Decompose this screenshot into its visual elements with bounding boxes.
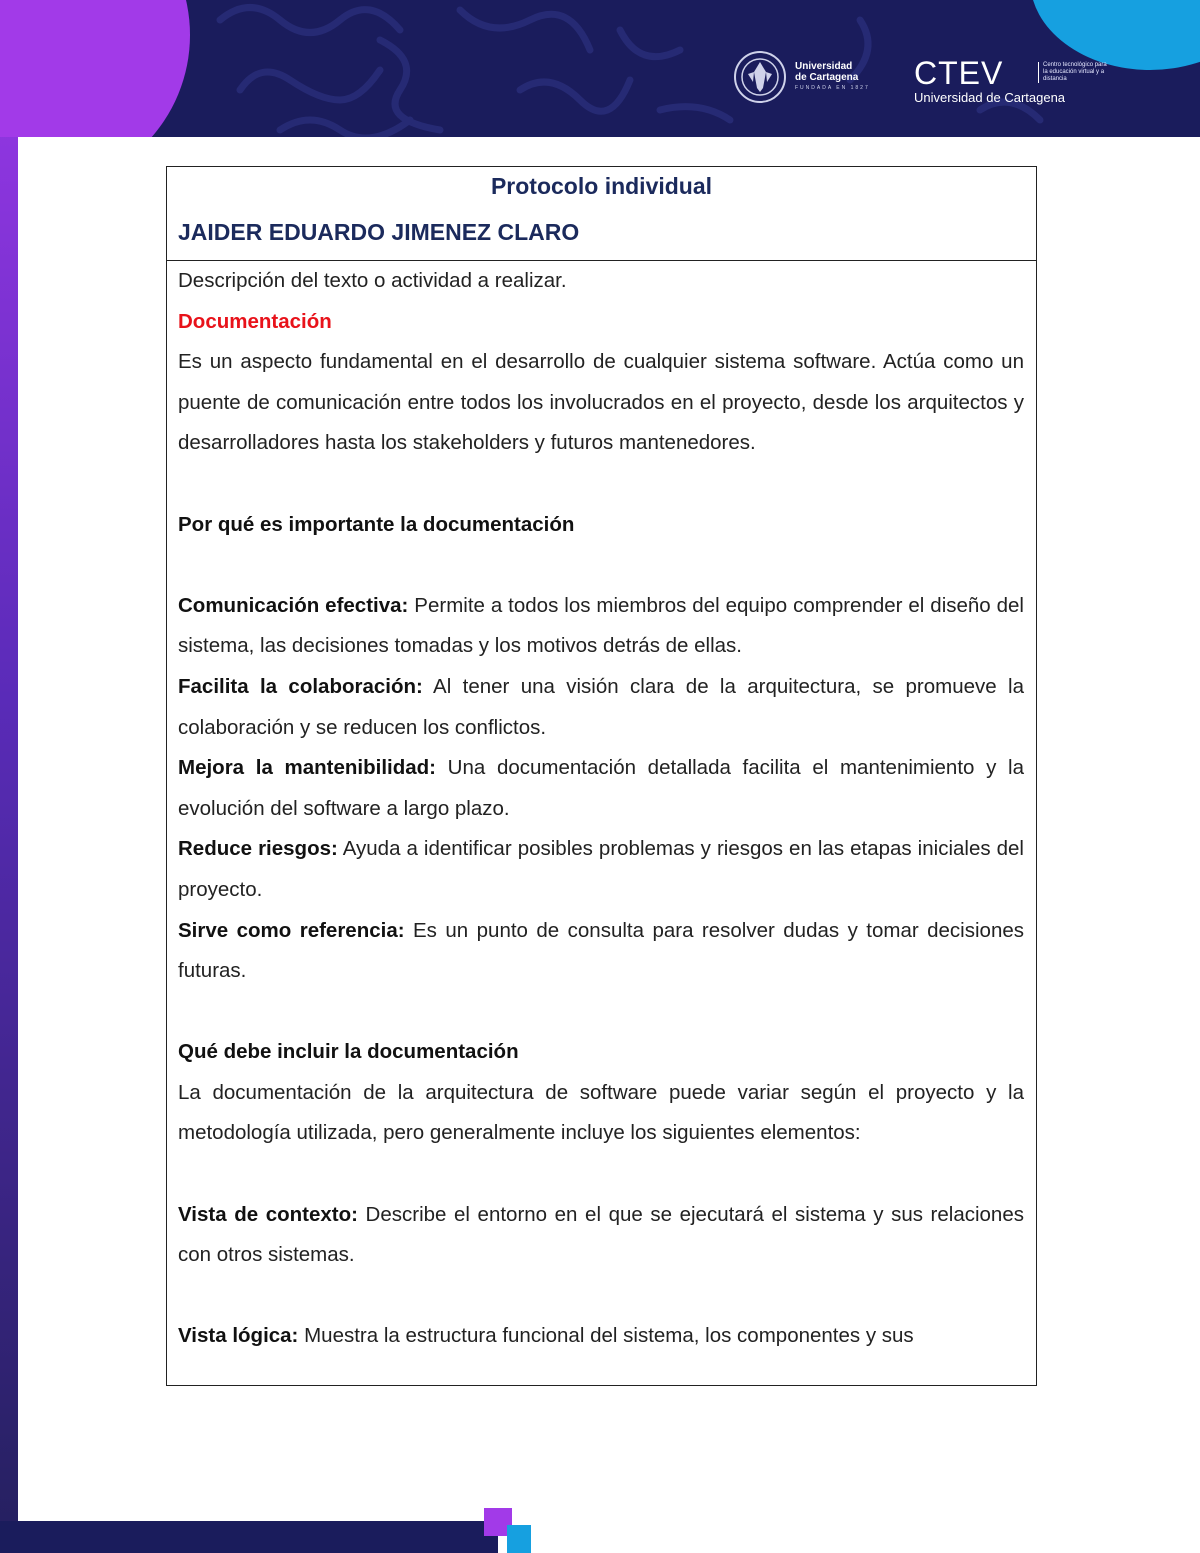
item-term: Sirve como referencia: xyxy=(178,918,405,942)
item-text: Describe el entorno en el que se ejecutará el sistema y sus relaciones con otros sistemas. xyxy=(178,1202,1024,1267)
item-text: Una documentación detallada facilita el mantenimiento y la evolución del software a largo plazo. xyxy=(178,756,1024,820)
list-item xyxy=(178,1316,1024,1357)
author-name: JAIDER EDUARDO JIMENEZ CLARO xyxy=(178,219,580,245)
ctev-tagline: Centro tecnológico para la educación virtual y a distancia xyxy=(1038,62,1113,83)
protocol-header-cell xyxy=(167,167,1036,261)
item-text: Ayuda a identificar posibles problemas y riesgos en las etapas iniciales del proyecto. xyxy=(178,837,1024,901)
ctev-word: CTEV xyxy=(914,55,1004,91)
item-term: Reduce riesgos: xyxy=(178,837,338,861)
item-text: Al tener una visión clara de la arquitectura, se promueve la colaboración y se reducen los conflictos. xyxy=(178,674,1024,739)
item-text: Permite a todos los miembros del equipo comprender el diseño del sistema, las decisiones tomadas y los motivos detrás de ellas. xyxy=(178,593,1024,658)
list-item xyxy=(178,586,1024,667)
item-term: Mejora la mantenibilidad: xyxy=(178,756,436,780)
universidad-logo xyxy=(733,50,870,104)
item-term: Vista lógica: xyxy=(178,1324,299,1348)
udc-line2: de Cartagena xyxy=(795,71,859,83)
include-heading: Qué debe incluir la documentación xyxy=(178,1040,519,1064)
header-banner xyxy=(0,0,1200,137)
item-text: Muestra la estructura funcional del sistema, los componentes y sus xyxy=(298,1324,914,1348)
udc-line1: Universidad xyxy=(795,60,853,72)
list-item xyxy=(178,667,1024,748)
udc-line3: FUNDADA EN 1827 xyxy=(795,84,870,91)
include-paragraph: La documentación de la arquitectura de software puede variar según el proyecto y la metodología utilizada, pero generalmente incluye los siguientes elementos: xyxy=(178,1080,1024,1145)
ctev-logo xyxy=(914,55,1107,106)
intro-text: Descripción del texto o actividad a realizar. xyxy=(178,269,567,292)
section-heading: Documentación xyxy=(178,309,332,333)
list-item xyxy=(178,829,1024,910)
decor-purple-circle xyxy=(0,0,190,137)
section-paragraph: Es un aspecto fundamental en el desarrollo de cualquier sistema software. Actúa como un puente de comunicación entre todos los involucrados en el proyecto, desde los arquitectos y desarrolladores hasta los stakeholders y futuros mantenedores. xyxy=(178,350,1024,455)
item-text: Es un punto de consulta para resolver dudas y tomar decisiones futuras. xyxy=(178,918,1024,983)
item-term: Facilita la colaboración: xyxy=(178,674,423,698)
document-title: Protocolo individual xyxy=(490,173,713,199)
left-accent-bar xyxy=(0,0,18,1553)
why-heading: Por qué es importante la documentación xyxy=(178,512,575,536)
ctev-subtitle: Universidad de Cartagena xyxy=(914,90,1066,105)
footer-blue-square xyxy=(507,1525,531,1553)
protocol-body-cell xyxy=(167,261,1036,1357)
university-seal-icon xyxy=(733,50,787,104)
item-term: Comunicación efectiva: xyxy=(178,593,409,617)
footer-bar xyxy=(0,1521,498,1553)
list-item xyxy=(178,1195,1024,1276)
list-item xyxy=(178,748,1024,829)
item-term: Vista de contexto: xyxy=(178,1202,358,1226)
list-item xyxy=(178,911,1024,992)
protocol-table xyxy=(166,166,1037,1386)
